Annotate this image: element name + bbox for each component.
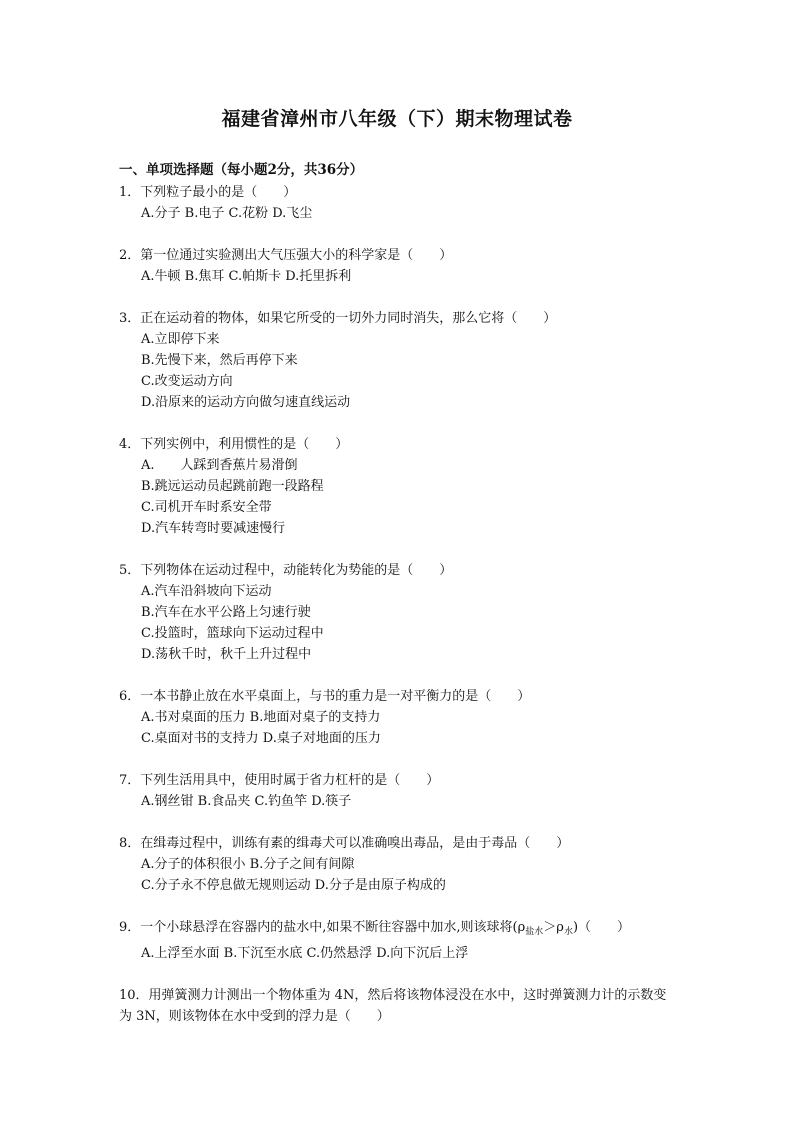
option-c: C.司机开车时系安全带: [141, 500, 272, 515]
question-stem: 7．下列生活用具中，使用时属于省力杠杆的是（ ）: [119, 773, 440, 788]
page-title: 福建省漳州市八年级（下）期末物理试卷: [221, 108, 573, 130]
question-1: [119, 182, 679, 224]
option-d: D.沿原来的运动方向做匀速直线运动: [141, 395, 351, 410]
question-stem: 10．用弹簧测力计测出一个物体重为 4N，然后将该物体浸没在水中，这时弹簧测力计的示数变为 3N，则该物体在水中受到的浮力是（ ）: [119, 988, 667, 1024]
option-a: A.汽车沿斜坡向下运动: [141, 584, 272, 599]
options-ab: A.书对桌面的压力 B.地面对桌子的支持力: [141, 710, 381, 725]
section-heading: 一、单项选择题（每小题2分，共36分）: [119, 162, 364, 178]
question-options: A.牛顿 B.焦耳 C.帕斯卡 D.托里拆利: [141, 269, 352, 284]
question-options: A.分子 B.电子 C.花粉 D.飞尘: [141, 206, 313, 221]
question-10: [119, 985, 679, 1027]
question-stem: 3．正在运动着的物体，如果它所受的一切外力同时消失，那么它将（ ）: [119, 311, 557, 326]
question-stem: 6．一本书静止放在水平桌面上，与书的重力是一对平衡力的是（ ）: [119, 689, 531, 704]
options-cd: C.分子永不停息做无规则运动 D.分子是由原子构成的: [141, 878, 446, 893]
question-6: [119, 686, 679, 749]
question-stem: 2．第一位通过实验测出大气压强大小的科学家是（ ）: [119, 248, 453, 263]
question-8: [119, 833, 679, 896]
question-4: [119, 434, 679, 539]
subscript-salt-water: 盐水: [525, 927, 544, 937]
question-3: [119, 308, 679, 413]
question-stem: [119, 917, 679, 943]
question-options: A.钢丝钳 B.食品夹 C.钓鱼竿 D.筷子: [141, 794, 352, 809]
options-ab: A.分子的体积很小 B.分子之间有间隙: [141, 857, 355, 872]
question-stem: 1．下列粒子最小的是（ ）: [119, 185, 297, 200]
option-d: D.汽车转弯时要减速慢行: [141, 521, 286, 536]
option-a: A.立即停下来: [141, 332, 220, 347]
question-5: [119, 560, 679, 665]
stem-text: 9．一个小球悬浮在容器内的盐水中,如果不断往容器中加水,则该球将(ρ: [119, 920, 526, 935]
question-options: A.上浮至水面 B.下沉至水底 C.仍然悬浮 D.向下沉后上浮: [141, 946, 469, 961]
question-stem: 4．下列实例中，利用惯性的是（ ）: [119, 437, 349, 452]
option-d: D.荡秋千时，秋千上升过程中: [141, 647, 312, 662]
question-stem: 8．在缉毒过程中，训练有素的缉毒犬可以准确嗅出毒品，是由于毒品（ ）: [119, 836, 570, 851]
option-c: C.改变运动方向: [141, 374, 233, 389]
question-2: [119, 245, 679, 287]
option-b: B.先慢下来，然后再停下来: [141, 353, 298, 368]
options-cd: C.桌面对书的支持力 D.桌子对地面的压力: [141, 731, 381, 746]
option-b: B.汽车在水平公路上匀速行驶: [141, 605, 311, 620]
question-stem: 5．下列物体在运动过程中，动能转化为势能的是（ ）: [119, 563, 453, 578]
stem-text: )（ ）: [572, 920, 631, 935]
option-a: A. 人踩到香蕉片易滑倒: [141, 458, 298, 473]
question-9: [119, 917, 679, 964]
stem-text: ＞ρ: [543, 920, 564, 935]
option-b: B.跳远运动员起跳前跑一段路程: [141, 479, 324, 494]
question-7: [119, 770, 679, 812]
subscript-water: 水: [563, 927, 573, 937]
option-c: C.投篮时，篮球向下运动过程中: [141, 626, 324, 641]
exam-content: [119, 160, 679, 1048]
